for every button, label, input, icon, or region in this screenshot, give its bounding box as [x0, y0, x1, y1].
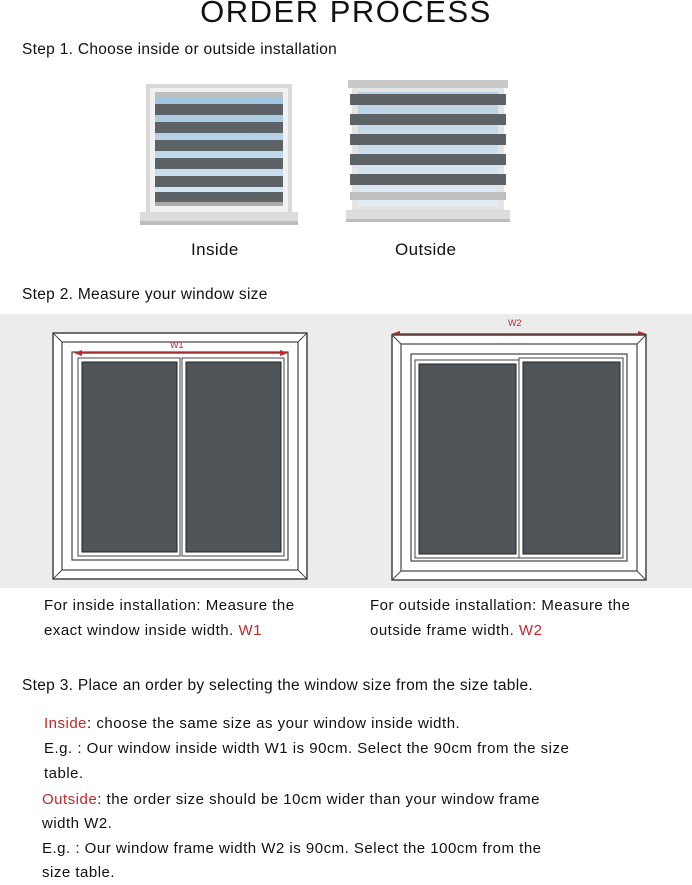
step3-heading: Step 3. Place an order by selecting the window size from the size table.	[22, 677, 533, 694]
outside-example-line1: E.g. : Our window frame width W2 is 90cm. Select the 100cm from the	[42, 840, 542, 857]
outside-caption: Outside	[395, 240, 457, 259]
outside-instruction: Outside: the order size should be 10cm wider than your window frame	[42, 791, 540, 808]
outside-example-line2: size table.	[42, 864, 116, 881]
inside-caption: Inside	[191, 240, 239, 259]
outside-instruction-line2: width W2.	[42, 815, 113, 832]
inside-window-diagram	[52, 332, 308, 580]
page-title: ORDER PROCESS	[200, 0, 492, 29]
step1-heading: Step 1. Choose inside or outside installation	[22, 41, 338, 58]
inside-label: Inside	[44, 715, 88, 732]
outside-blind-image	[346, 80, 510, 232]
outside-window-diagram	[391, 318, 647, 582]
inside-example-line1: E.g. : Our window inside width W1 is 90cm. Select the 90cm from the size	[44, 740, 570, 757]
outside-label: Outside	[42, 791, 98, 808]
inside-measure-w1: W1	[238, 622, 262, 639]
inside-example-line2: table.	[44, 765, 84, 782]
outside-measure-line1: For outside installation: Measure the	[370, 597, 631, 614]
inside-blind-image	[140, 82, 298, 232]
inside-instruction: Inside: choose the same size as your window inside width.	[44, 715, 461, 732]
inside-measure-line1: For inside installation: Measure the	[44, 597, 295, 614]
outside-measure-line2: outside frame width. W2	[370, 622, 543, 639]
w2-diagram-label: W2	[508, 318, 522, 328]
outside-measure-w2: W2	[518, 622, 543, 639]
w1-diagram-label: W1	[170, 340, 184, 350]
inside-measure-line2: exact window inside width. W1	[44, 622, 262, 639]
step2-heading: Step 2. Measure your window size	[22, 286, 268, 303]
